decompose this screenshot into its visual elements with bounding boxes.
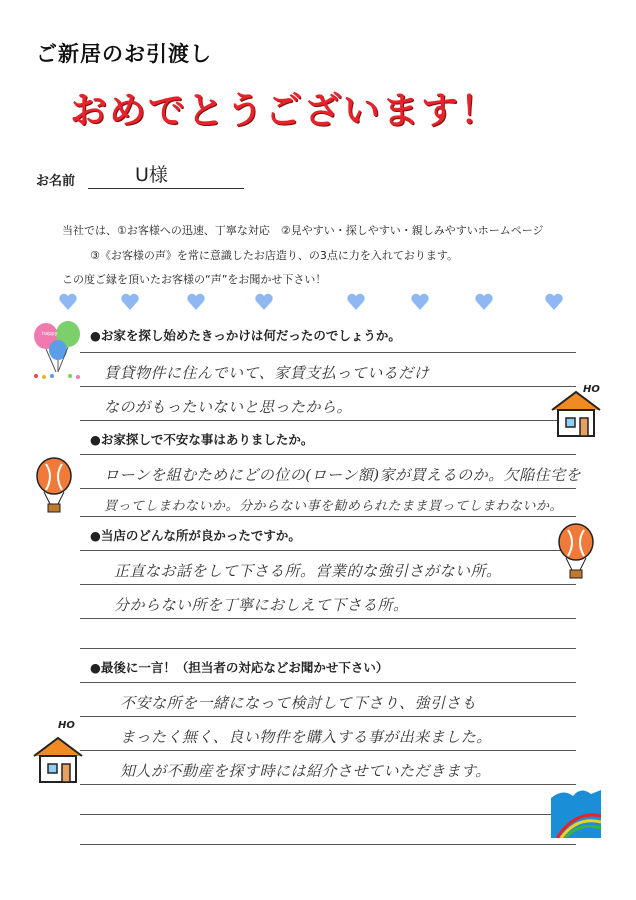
answer-4-line-2: まったく無く、良い物件を購入する事が出来ました。	[120, 728, 492, 746]
answer-rule	[80, 784, 576, 785]
answer-4-line-3: 知人が不動産を探す時には紹介させていただきます。	[120, 762, 491, 780]
answer-2-line-1: ローンを組むためにどの位の(ローン額)家が買えるのか。欠陥住宅を	[104, 466, 582, 484]
answer-3-line-2: 分からない所を丁寧におしえて下さる所。	[114, 596, 409, 614]
heart-icon	[544, 293, 564, 311]
answer-3-line-1: 正直なお話をして下さる所。営業的な強引さがない所。	[114, 562, 502, 580]
question-2: ●お家探しで不安な事はありましたか。	[90, 432, 314, 447]
answer-1-line-1: 賃貸物件に住んでいて、家賃支払っているだけ	[104, 364, 430, 382]
intro-line-3: この度ご縁を頂いたお客様の“声”をお聞かせ下さい！	[62, 273, 327, 286]
answer-4-line-1: 不安な所を一緒になって検討して下さり、強引さも	[120, 694, 477, 712]
heart-icon	[474, 293, 494, 311]
answer-rule	[80, 648, 576, 649]
name-underline	[88, 188, 244, 189]
answer-rule	[80, 454, 576, 455]
answer-2-line-2: 買ってしまわないか。分からない事を勧められたまま買ってしまわないか。	[104, 499, 564, 514]
question-4: ●最後に一言！（担当者の対応などお聞かせ下さい）	[90, 660, 389, 675]
heart-icon	[186, 293, 206, 311]
hot-air-balloon-icon	[556, 522, 596, 580]
heart-icon	[346, 293, 366, 311]
answer-rule	[80, 618, 576, 619]
question-1: ●お家を探し始めたきっかけは何だったのでしょうか。	[90, 328, 401, 343]
answer-rule	[80, 420, 576, 421]
heart-icon	[254, 293, 274, 311]
answer-rule	[80, 352, 576, 353]
answer-rule	[80, 750, 576, 751]
answer-rule	[80, 516, 576, 517]
intro-line-2: ③《お客様の声》を常に意識したお店造り、の3点に力を入れております。	[90, 249, 458, 262]
name-value: U様	[135, 164, 168, 186]
answer-rule	[80, 550, 576, 551]
house-icon	[30, 730, 86, 788]
party-balloons-icon	[30, 320, 86, 382]
header-subtitle: ご新居のお引渡し	[36, 42, 212, 66]
answer-rule	[80, 682, 576, 683]
company-logo-icon	[551, 786, 601, 838]
answer-rule	[80, 844, 576, 845]
heart-icon	[120, 293, 140, 311]
answer-rule	[80, 584, 576, 585]
balloon-label: happy	[42, 331, 58, 337]
name-label: お名前	[36, 174, 76, 189]
house-label: HO	[58, 720, 75, 731]
house-label: HO	[583, 384, 600, 395]
header-title: おめでとうございます！	[70, 89, 499, 132]
heart-icon	[410, 293, 430, 311]
answer-rule	[80, 716, 576, 717]
question-3: ●当店のどんな所が良かったですか。	[90, 528, 301, 543]
answer-rule	[80, 814, 576, 815]
intro-line-1: 当社では、①お客様への迅速、丁寧な対応 ②見やすい・探しやすい・親しみやすいホームページ	[62, 224, 544, 237]
hot-air-balloon-icon	[34, 456, 74, 514]
heart-icon	[58, 293, 78, 311]
answer-rule	[80, 488, 576, 489]
answer-rule	[80, 386, 576, 387]
answer-1-line-2: なのがもったいないと思ったから。	[104, 398, 353, 416]
